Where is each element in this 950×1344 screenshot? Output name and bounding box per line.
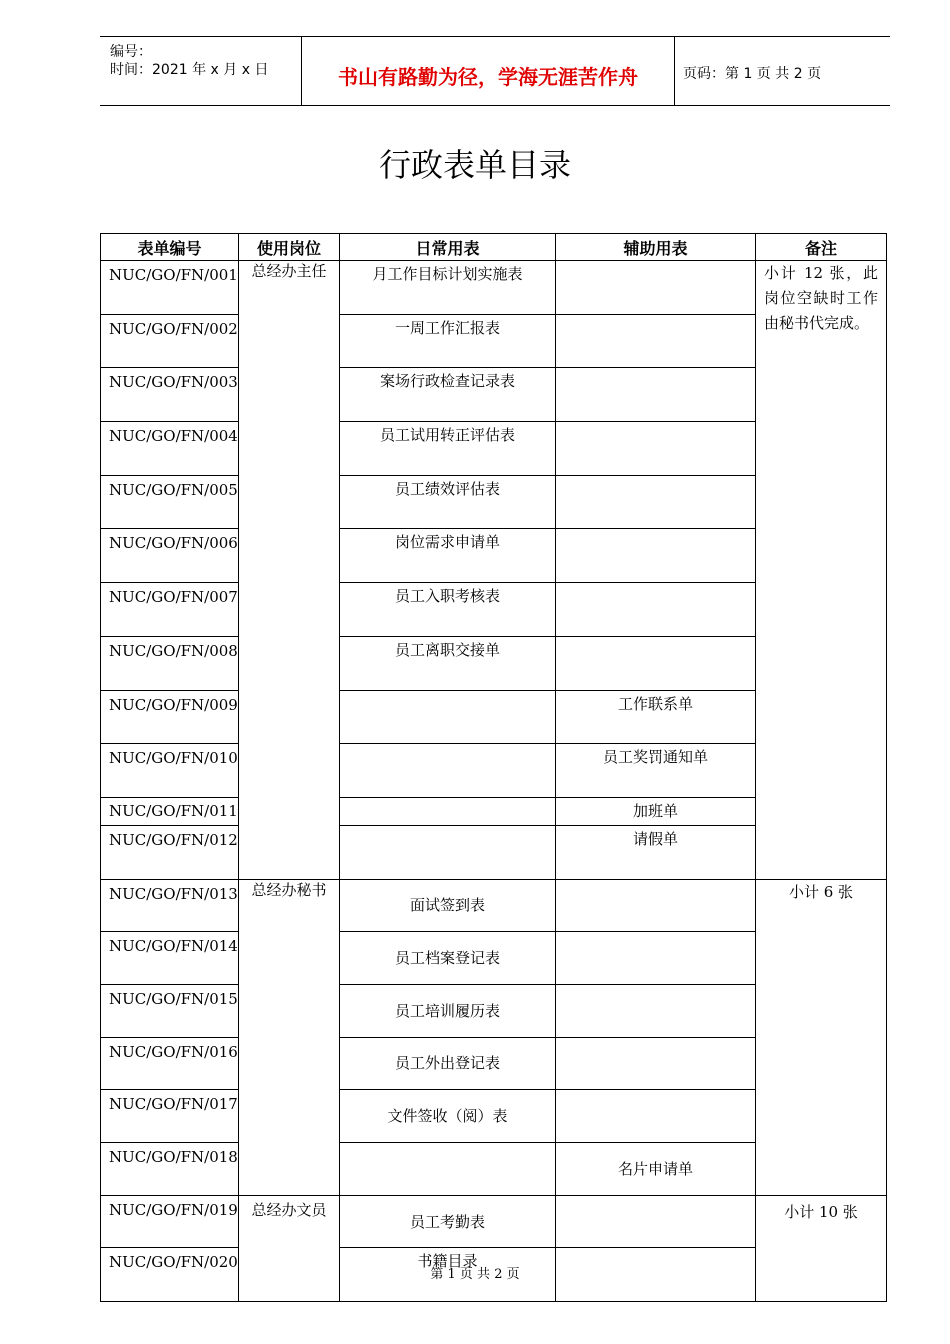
column-header-note: 备注 [756,234,887,261]
form-code-cell: NUC/GO/FN/019 [101,1195,239,1248]
header-motto: 书山有路勤为径，学海无涯苦作舟 [338,65,638,89]
aux-form-cell [556,475,756,529]
document-time-label: 时间：2021 年 x 月 x 日 [110,62,269,78]
daily-form-cell: 月工作目标计划实施表 [340,261,556,315]
daily-form-cell: 员工外出登记表 [340,1037,556,1090]
daily-form-cell [340,825,556,879]
form-code-cell: NUC/GO/FN/013 [101,879,239,932]
aux-form-cell [556,261,756,315]
form-code-cell: NUC/GO/FN/008 [101,636,239,690]
form-code-cell: NUC/GO/FN/005 [101,475,239,529]
aux-form-cell: 请假单 [556,825,756,879]
form-code-cell: NUC/GO/FN/002 [101,314,239,368]
aux-form-cell [556,1195,756,1248]
daily-form-cell [340,744,556,798]
daily-form-cell: 员工档案登记表 [340,932,556,985]
table-row [101,879,887,932]
daily-form-cell: 面试签到表 [340,879,556,932]
post-cell: 总经办秘书 [239,879,340,1195]
column-header-code: 表单编号 [101,234,239,261]
aux-form-cell: 员工奖罚通知单 [556,744,756,798]
aux-form-cell [556,1090,756,1143]
daily-form-cell: 员工试用转正评估表 [340,422,556,476]
aux-form-cell [556,529,756,583]
form-code-cell: NUC/GO/FN/010 [101,744,239,798]
column-header-daily: 日常用表 [340,234,556,261]
aux-form-cell: 工作联系单 [556,690,756,744]
aux-form-cell: 名片申请单 [556,1143,756,1196]
note-cell: 小计 6 张 [756,879,887,1195]
daily-form-cell: 书籍目录 [340,1248,556,1302]
aux-form-cell [556,984,756,1037]
header-page-cell [675,37,890,105]
daily-form-cell: 员工绩效评估表 [340,475,556,529]
form-code-cell: NUC/GO/FN/018 [101,1143,239,1196]
form-code-cell: NUC/GO/FN/017 [101,1090,239,1143]
form-code-cell: NUC/GO/FN/009 [101,690,239,744]
form-code-cell: NUC/GO/FN/003 [101,368,239,422]
table-header-row [101,234,887,261]
post-cell: 总经办文员 [239,1195,340,1301]
note-cell: 小计 10 张 [756,1195,887,1301]
column-header-post: 使用岗位 [239,234,340,261]
daily-form-cell: 岗位需求申请单 [340,529,556,583]
form-code-cell: NUC/GO/FN/015 [101,984,239,1037]
table-row [101,1195,887,1248]
form-code-cell: NUC/GO/FN/011 [101,797,239,825]
header-page-info: 页码：第 1 页 共 2 页 [683,66,822,82]
aux-form-cell [556,636,756,690]
daily-form-cell: 员工入职考核表 [340,583,556,637]
daily-form-cell: 一周工作汇报表 [340,314,556,368]
table-row [101,261,887,315]
aux-form-cell [556,1037,756,1090]
page-footer: 第 1 页 共 2 页 [430,1267,520,1282]
aux-form-cell [556,583,756,637]
daily-form-cell [340,690,556,744]
daily-form-cell: 文件签收（阅）表 [340,1090,556,1143]
document-number-label: 编号： [110,44,152,60]
daily-form-cell [340,1143,556,1196]
header-motto-cell [302,37,675,105]
form-code-cell: NUC/GO/FN/004 [101,422,239,476]
form-code-cell: NUC/GO/FN/016 [101,1037,239,1090]
form-code-cell: NUC/GO/FN/020 [101,1248,239,1302]
note-cell: 小计 12 张，此岗位空缺时工作由秘书代完成。 [756,261,887,880]
post-cell: 总经办主任 [239,261,340,880]
daily-form-cell: 员工离职交接单 [340,636,556,690]
page-header [100,36,890,106]
form-code-cell: NUC/GO/FN/014 [101,932,239,985]
aux-form-cell [556,932,756,985]
column-header-aux: 辅助用表 [556,234,756,261]
form-code-cell: NUC/GO/FN/012 [101,825,239,879]
daily-form-cell [340,797,556,825]
aux-form-cell: 加班单 [556,797,756,825]
daily-form-cell: 员工考勤表 [340,1195,556,1248]
header-meta-cell [100,37,302,105]
form-code-cell: NUC/GO/FN/006 [101,529,239,583]
aux-form-cell [556,879,756,932]
daily-form-cell: 案场行政检查记录表 [340,368,556,422]
page-title: 行政表单目录 [378,146,571,184]
form-code-cell: NUC/GO/FN/001 [101,261,239,315]
daily-form-cell: 员工培训履历表 [340,984,556,1037]
aux-form-cell [556,422,756,476]
aux-form-cell [556,314,756,368]
aux-form-cell [556,368,756,422]
form-code-cell: NUC/GO/FN/007 [101,583,239,637]
forms-table [100,233,887,1302]
